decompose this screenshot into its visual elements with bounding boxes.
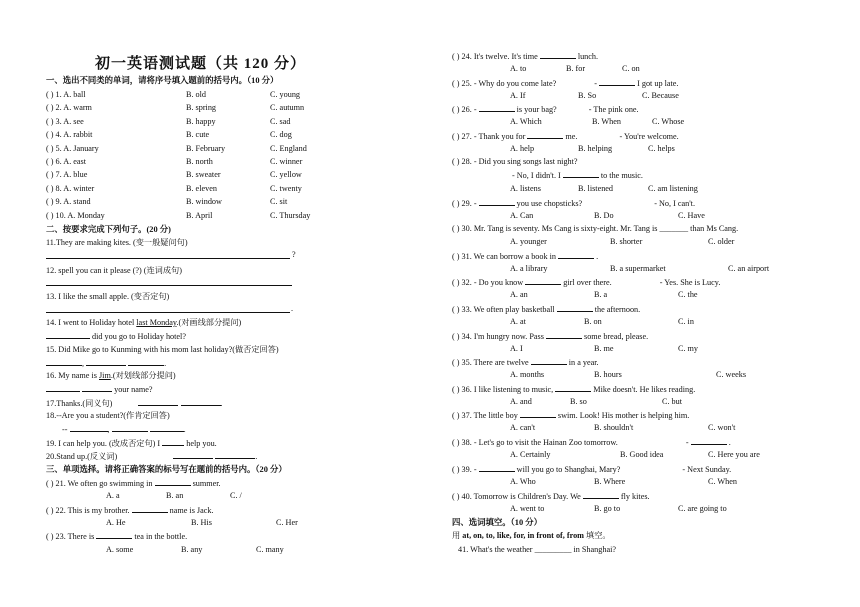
q30-opt-c: C. older bbox=[708, 237, 735, 246]
q31-blank[interactable] bbox=[558, 251, 594, 259]
q21-opt-c: C. / bbox=[230, 491, 242, 500]
q17-blank-2[interactable] bbox=[181, 398, 221, 406]
s1-item-2-b: B. spring bbox=[186, 103, 217, 113]
q27-opt-b: B. helping bbox=[578, 144, 613, 153]
q25: ( ) 25. - Why do you come late? - I got up late. bbox=[452, 79, 679, 88]
q37-blank[interactable] bbox=[520, 410, 556, 418]
q13-text: 13. I like the small apple. (变否定句) bbox=[46, 292, 170, 301]
q21-opt-a: A. a bbox=[106, 491, 120, 500]
q13-period: . bbox=[291, 304, 294, 313]
q11-text: 11.They are making kites. (变一般疑问句) bbox=[46, 238, 188, 247]
q37-opt-a: A. can't bbox=[510, 423, 536, 432]
q20-text: 20.Stand up.(反义词) . bbox=[46, 452, 258, 461]
q39-opt-c: C. When bbox=[708, 477, 737, 486]
q24-opt-c: C. on bbox=[622, 64, 640, 73]
page-title: 初一英语测试题（共 120 分） bbox=[95, 56, 307, 72]
q29-blank[interactable] bbox=[479, 198, 515, 206]
q14-answer: did you go to Holiday hotel? bbox=[46, 331, 186, 342]
q38-opt-a: A. Certainly bbox=[510, 450, 551, 459]
q26-opt-b: B. When bbox=[592, 117, 621, 126]
s1-item-9-c: C. sit bbox=[270, 197, 288, 207]
q39: ( ) 39. - will you go to Shanghai, Mary? - Next Sunday. bbox=[452, 465, 732, 474]
s1-item-7-b: B. sweater bbox=[186, 170, 221, 180]
s1-item-2-a: ( ) 2. A. warm bbox=[46, 103, 92, 113]
q18-blank-3[interactable] bbox=[150, 424, 184, 432]
s1-item-1-c: C. young bbox=[270, 90, 301, 99]
s1-item-6-c: C. winner bbox=[270, 157, 303, 166]
q12-answer-line[interactable] bbox=[46, 285, 292, 286]
s1-item-2-c: C. autumn bbox=[270, 103, 305, 113]
q22-opt-a: A. He bbox=[106, 518, 126, 527]
q26: ( ) 26. - is your bag? - The pink one. bbox=[452, 105, 639, 114]
q23-text: ( ) 23. There is tea in the bottle. bbox=[46, 532, 188, 541]
s1-item-8-b: B. eleven bbox=[186, 183, 217, 193]
q23-opt-c: C. many bbox=[256, 545, 284, 554]
q28-opt-a: A. listens bbox=[510, 184, 541, 193]
q38-opt-b: B. Good idea bbox=[620, 450, 664, 459]
q28-reply: - No, I didn't. I to the music. bbox=[512, 171, 643, 180]
q23-opt-b: B. any bbox=[181, 545, 203, 554]
s1-item-4-c: C. dog bbox=[270, 130, 292, 140]
q18-blank-1[interactable] bbox=[70, 424, 108, 432]
q29: ( ) 29. - you use chopsticks? - No, I can't. bbox=[452, 199, 696, 208]
q18-answer: -- , . bbox=[62, 425, 186, 434]
q15-blank-2[interactable] bbox=[86, 358, 126, 366]
q20-blank-2[interactable] bbox=[215, 451, 255, 459]
q33-opt-c: C. in bbox=[678, 317, 694, 326]
q25-blank[interactable] bbox=[599, 78, 635, 86]
q38: ( ) 38. - Let's go to visit the Hainan Zoo tomorrow. - . bbox=[452, 438, 731, 447]
q34-opt-a: A. I bbox=[510, 344, 523, 353]
s1-item-9-a: ( ) 9. A. stand bbox=[46, 197, 91, 207]
s1-item-8-a: ( ) 8. A. winter bbox=[46, 183, 95, 193]
q21-text: ( ) 21. We often go swimming in summer. bbox=[46, 479, 221, 488]
q40-blank[interactable] bbox=[583, 491, 619, 499]
q40-opt-c: C. are going to bbox=[678, 504, 727, 513]
q33: ( ) 33. We often play basketball the afternoon. bbox=[452, 305, 641, 314]
q38-opt-c: C. Here you are bbox=[708, 450, 760, 459]
q15-answer: , . bbox=[46, 358, 166, 369]
q40: ( ) 40. Tomorrow is Children's Day. We fly kites. bbox=[452, 492, 650, 501]
q24-opt-a: A. to bbox=[510, 64, 527, 73]
q22-opt-c: C. Her bbox=[276, 518, 298, 527]
q33-opt-a: A. at bbox=[510, 317, 526, 326]
q25-opt-b: B. So bbox=[578, 91, 597, 100]
section3-heading: 三、单项选择。请将正确答案的标号写在题前的括号内。（20 分） bbox=[46, 465, 287, 474]
section1-heading: 一、选出不同类的单词，请将序号填入题前的括号内。（10 分） bbox=[46, 76, 279, 85]
q32-opt-a: A. an bbox=[510, 290, 528, 299]
q35-opt-a: A. months bbox=[510, 370, 545, 379]
q20-blank-1[interactable] bbox=[173, 451, 213, 459]
q32-opt-b: B. a bbox=[594, 290, 608, 299]
s1-item-1-a: ( ) 1. A. ball bbox=[46, 90, 86, 99]
q36-opt-a: A. and bbox=[510, 397, 532, 406]
q24-blank[interactable] bbox=[540, 51, 576, 59]
q23-opt-a: A. some bbox=[106, 545, 134, 554]
q16-blank-2[interactable] bbox=[82, 384, 112, 392]
q19-blank[interactable] bbox=[162, 438, 184, 446]
q27-opt-a: A. help bbox=[510, 144, 535, 153]
q19-text: 19. I can help you. (改成否定句) I help you. bbox=[46, 439, 217, 448]
s1-item-4-a: ( ) 4. A. rabbit bbox=[46, 130, 93, 140]
q17-blank-1[interactable] bbox=[138, 398, 178, 406]
q18-blank-2[interactable] bbox=[112, 424, 148, 432]
q23-blank[interactable] bbox=[96, 531, 132, 539]
q32-blank[interactable] bbox=[525, 277, 561, 285]
q24-opt-b: B. for bbox=[566, 64, 586, 73]
q15-blank-3[interactable] bbox=[128, 358, 164, 366]
s1-item-3-a: ( ) 3. A. see bbox=[46, 116, 84, 126]
q16-text: 16. My name is Jim.(对划线部分提问) bbox=[46, 371, 176, 380]
q35: ( ) 35. There are twelve in a year. bbox=[452, 358, 599, 367]
q32: ( ) 32. - Do you know girl over there. - Yes. She is Lucy. bbox=[452, 278, 721, 287]
s1-item-10-b: B. April bbox=[186, 210, 213, 220]
s1-item-6-b: B. north bbox=[186, 157, 213, 166]
q30-opt-b: B. shorter bbox=[610, 237, 643, 246]
q36-opt-b: B. so bbox=[570, 397, 587, 406]
q34-opt-c: C. my bbox=[678, 344, 699, 353]
q38-blank[interactable] bbox=[691, 437, 727, 445]
q39-opt-b: B. Where bbox=[594, 477, 626, 486]
q16-answer: your name? bbox=[46, 384, 153, 395]
s1-item-5-c: C. England bbox=[270, 143, 307, 153]
s1-item-10-c: C. Thursday bbox=[270, 210, 311, 220]
q26-blank[interactable] bbox=[479, 104, 515, 112]
s1-item-1-b: B. old bbox=[186, 90, 207, 99]
q39-blank[interactable] bbox=[479, 464, 515, 472]
q29-opt-c: C. Have bbox=[678, 211, 705, 220]
q36-blank[interactable] bbox=[555, 384, 591, 392]
q29-opt-b: B. Do bbox=[594, 211, 614, 220]
q29-opt-a: A. Can bbox=[510, 211, 534, 220]
q37-opt-c: C. won't bbox=[708, 423, 736, 432]
q36: ( ) 36. I like listening to music, Mike doesn't. He likes reading. bbox=[452, 385, 696, 394]
q28-opt-b: B. listened bbox=[578, 184, 614, 193]
q22-text: ( ) 22. This is my brother. name is Jack. bbox=[46, 506, 214, 515]
q11-answer-line[interactable] bbox=[46, 258, 290, 259]
q32-opt-c: C. the bbox=[678, 290, 698, 299]
q27: ( ) 27. - Thank you for me. - You're welcome. bbox=[452, 132, 679, 141]
q22-blank[interactable] bbox=[132, 505, 168, 513]
q30-opt-a: A. younger bbox=[510, 237, 547, 246]
s1-item-3-b: B. happy bbox=[186, 116, 216, 126]
s1-item-4-b: B. cute bbox=[186, 130, 210, 140]
q31-opt-c: C. an airport bbox=[728, 264, 770, 273]
section2-heading: 二、按要求完成下列句子。(20 分) bbox=[46, 225, 171, 234]
q27-opt-c: C. helps bbox=[648, 144, 675, 153]
q26-opt-a: A. Which bbox=[510, 117, 542, 126]
q28-opt-c: C. am listening bbox=[648, 184, 698, 193]
q14-text: 14. I went to Holiday hotel last Monday.(对画线部分提问) bbox=[46, 318, 242, 327]
q40-opt-a: A. went to bbox=[510, 504, 545, 513]
q33-opt-b: B. on bbox=[584, 317, 602, 326]
q25-opt-c: C. Because bbox=[642, 91, 679, 100]
s1-item-8-c: C. twenty bbox=[270, 183, 302, 193]
q15-text: 15. Did Mike go to Kunming with his mom last holiday?(做否定回答) bbox=[46, 345, 279, 354]
q28-reply-blank[interactable] bbox=[563, 170, 599, 178]
q24: ( ) 24. It's twelve. It's time lunch. bbox=[452, 52, 599, 61]
q35-blank[interactable] bbox=[531, 357, 567, 365]
s1-item-9-b: B. window bbox=[186, 197, 222, 207]
q17-text: 17.Thanks.(同义句) . bbox=[46, 399, 223, 408]
q37-opt-b: B. shouldn't bbox=[594, 423, 634, 432]
section4-heading: 四、选词填空。（10 分） bbox=[452, 518, 543, 527]
q34-opt-b: B. me bbox=[594, 344, 614, 353]
q39-opt-a: A. Who bbox=[510, 477, 536, 486]
q28: ( ) 28. - Did you sing songs last night? bbox=[452, 157, 578, 166]
q21-blank[interactable] bbox=[155, 478, 191, 486]
q26-opt-c: C. Whose bbox=[652, 117, 685, 126]
q27-blank[interactable] bbox=[527, 131, 563, 139]
q31-opt-a: A. a library bbox=[510, 264, 548, 273]
q36-opt-c: C. but bbox=[662, 397, 683, 406]
q35-opt-b: B. hours bbox=[594, 370, 622, 379]
q13-answer-line[interactable] bbox=[46, 312, 290, 313]
q37: ( ) 37. The little boy swim. Look! His mother is helping him. bbox=[452, 411, 690, 420]
q35-opt-c: C. weeks bbox=[716, 370, 747, 379]
q30: ( ) 30. Mr. Tang is seventy. Ms Cang is sixty-eight. Mr. Tang is _______ than Ms Cang. bbox=[452, 224, 739, 233]
q14-blank[interactable] bbox=[46, 331, 90, 339]
q34-blank[interactable] bbox=[546, 331, 582, 339]
q15-blank-1[interactable] bbox=[46, 358, 82, 366]
q34: ( ) 34. I'm hungry now. Pass some bread, please. bbox=[452, 332, 649, 341]
q22-opt-b: B. His bbox=[191, 518, 212, 527]
q31-opt-b: B. a supermarket bbox=[610, 264, 666, 273]
q18-text: 18.--Are you a student?(作肯定回答) bbox=[46, 411, 170, 420]
q16-blank-1[interactable] bbox=[46, 384, 80, 392]
s1-item-7-c: C. yellow bbox=[270, 170, 302, 180]
q33-blank[interactable] bbox=[557, 304, 593, 312]
s1-item-5-a: ( ) 5. A. January bbox=[46, 143, 99, 153]
section4-instructions: 用 at, on, to, like, for, in front of, from 填空。 bbox=[452, 531, 611, 540]
s1-item-7-a: ( ) 7. A. blue bbox=[46, 170, 88, 180]
s1-item-5-b: B. February bbox=[186, 143, 226, 153]
q25-opt-a: A. If bbox=[510, 91, 526, 100]
q31: ( ) 31. We can borrow a book in . bbox=[452, 252, 599, 261]
q11-qmark: ? bbox=[292, 250, 296, 259]
s1-item-6-a: ( ) 6. A. east bbox=[46, 157, 87, 166]
q41: 41. What's the weather _________ in Shanghai? bbox=[458, 545, 616, 554]
q21-opt-b: B. an bbox=[166, 491, 184, 500]
q40-opt-b: B. go to bbox=[594, 504, 621, 513]
s1-item-3-c: C. sad bbox=[270, 116, 291, 126]
q12-text: 12. spell you can it please (?) (连词成句) bbox=[46, 266, 182, 275]
s1-item-10-a: ( ) 10. A. Monday bbox=[46, 210, 105, 220]
